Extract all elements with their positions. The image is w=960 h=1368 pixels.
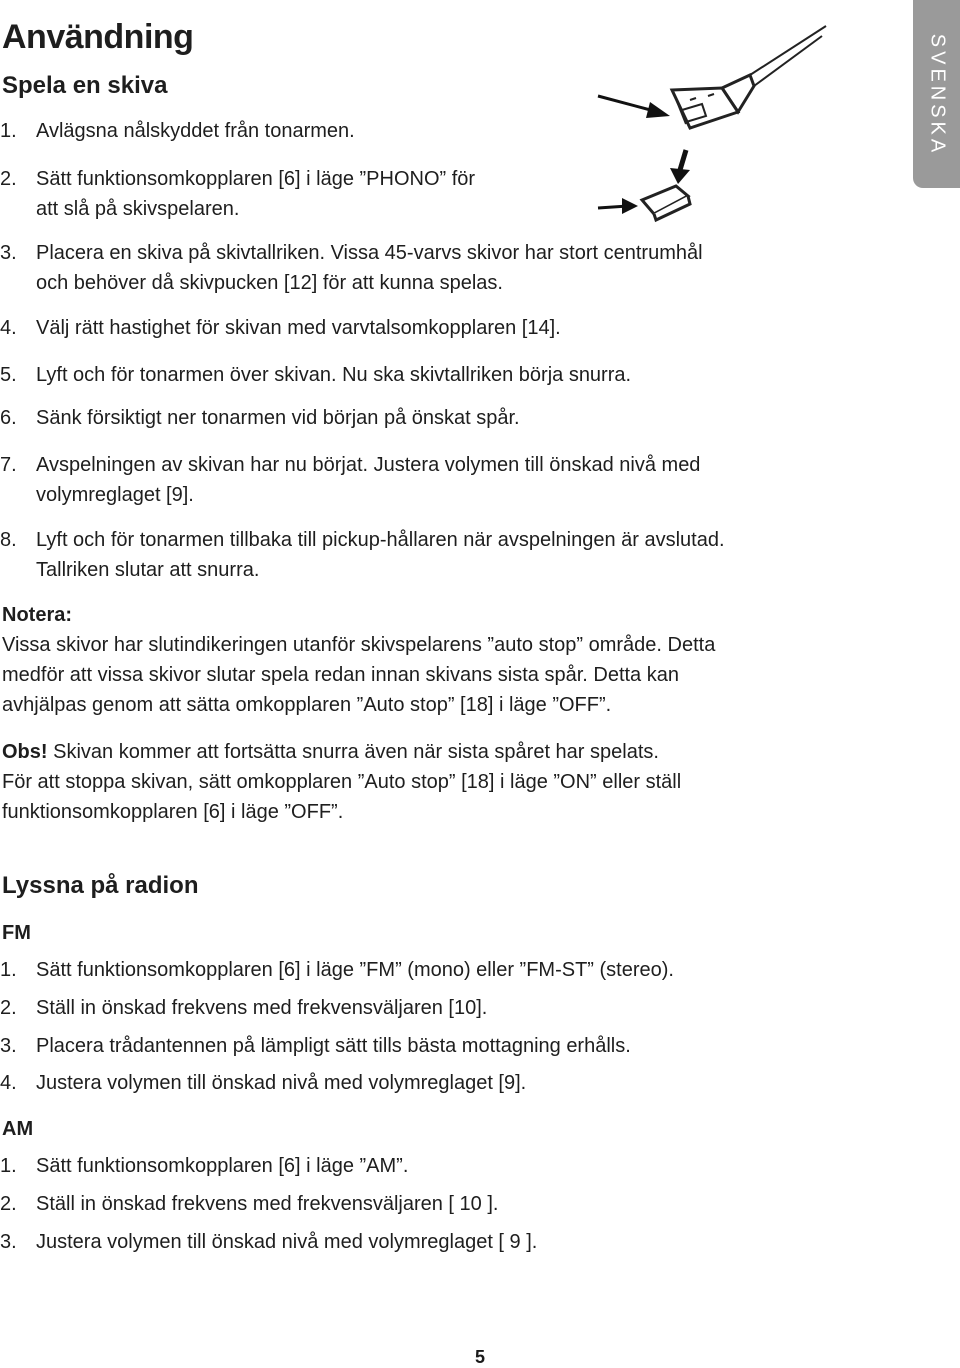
list-item — [0, 1031, 631, 1061]
step-text: Ställ in önskad frekvens med frekvensväljaren [10]. — [36, 997, 488, 1019]
step-number: 1. — [0, 1155, 17, 1177]
step-number: 4. — [0, 317, 17, 339]
list-item — [0, 403, 520, 433]
list-item — [0, 1151, 408, 1181]
list-item — [0, 238, 703, 268]
obs-label: Obs! — [2, 741, 48, 763]
am-label: AM — [2, 1118, 34, 1140]
step-number: 1. — [0, 120, 17, 142]
list-item — [0, 955, 674, 985]
step-text: Lyft och för tonarmen tillbaka till pickup-hållaren när avspelningen är avslutad. — [36, 529, 725, 551]
step-text-continued: och behöver då skivpucken [12] för att kunna spelas. — [36, 272, 503, 294]
list-item — [0, 450, 700, 480]
list-item — [0, 313, 561, 343]
step-number: 2. — [0, 168, 17, 190]
list-item — [0, 164, 475, 194]
list-item — [0, 1227, 537, 1257]
step-text: Avspelningen av skivan har nu börjat. Justera volymen till önskad nivå med — [36, 454, 701, 476]
page-number: 5 — [474, 1347, 485, 1367]
list-item — [0, 1068, 526, 1098]
obs-text: För att stoppa skivan, sätt omkopplaren ”Auto stop” [18] i läge ”ON” eller ställ — [2, 771, 682, 793]
step-number: 5. — [0, 364, 17, 386]
fm-label: FM — [2, 922, 31, 944]
step-text: Ställ in önskad frekvens med frekvensväljaren [ 10 ]. — [36, 1193, 499, 1215]
step-text: Sänk försiktigt ner tonarmen vid början på önskat spår. — [36, 407, 520, 429]
list-item — [0, 1189, 498, 1219]
obs-text: funktionsomkopplaren [6] i läge ”OFF”. — [2, 801, 344, 823]
step-number: 3. — [0, 1035, 17, 1057]
obs-paragraph — [2, 737, 659, 767]
step-number: 2. — [0, 997, 17, 1019]
step-text: Sätt funktionsomkopplaren [6] i läge ”FM” (mono) eller ”FM-ST” (stereo). — [36, 959, 674, 981]
list-item — [0, 525, 725, 555]
note-text: Vissa skivor har slutindikeringen utanför skivspelarens ”auto stop” område. Detta — [2, 634, 716, 656]
step-text-continued: volymreglaget [9]. — [36, 484, 194, 506]
step-number: 3. — [0, 242, 17, 264]
step-number: 3. — [0, 1231, 17, 1253]
note-label: Notera: — [2, 604, 73, 626]
step-number: 7. — [0, 454, 17, 476]
page-title: Användning — [2, 18, 194, 56]
list-item — [0, 360, 631, 390]
stylus-guard-removal-icon — [590, 20, 830, 225]
step-text: Justera volymen till önskad nivå med volymreglaget [9]. — [36, 1072, 527, 1094]
section-heading-play-record: Spela en skiva — [2, 72, 168, 99]
step-number: 4. — [0, 1072, 17, 1094]
step-number: 2. — [0, 1193, 17, 1215]
step-number: 6. — [0, 407, 17, 429]
step-number: 1. — [0, 959, 17, 981]
step-text: Sätt funktionsomkopplaren [6] i läge ”AM”. — [36, 1155, 409, 1177]
step-text: Lyft och för tonarmen över skivan. Nu ska skivtallriken börja snurra. — [36, 364, 632, 386]
list-item — [0, 993, 487, 1023]
language-tab-label: SVENSKA — [926, 33, 948, 157]
step-text: Sätt funktionsomkopplaren [6] i läge ”PHONO” för — [36, 168, 476, 190]
step-text: Placera en skiva på skivtallriken. Vissa 45-varvs skivor har stort centrumhål — [36, 242, 703, 264]
note-text: medför att vissa skivor slutar spela redan innan skivans sista spår. Detta kan — [2, 664, 679, 686]
section-heading-radio: Lyssna på radion — [2, 872, 199, 899]
step-text: Välj rätt hastighet för skivan med varvtalsomkopplaren [14]. — [36, 317, 561, 339]
step-text-continued: Tallriken slutar att snurra. — [36, 559, 260, 581]
list-item — [0, 116, 355, 146]
step-text-continued: att slå på skivspelaren. — [36, 198, 240, 220]
step-text: Justera volymen till önskad nivå med volymreglaget [ 9 ]. — [36, 1231, 538, 1253]
step-text: Avlägsna nålskyddet från tonarmen. — [36, 120, 355, 142]
language-tab — [913, 0, 960, 188]
note-text: avhjälpas genom att sätta omkopplaren ”Auto stop” [18] i läge ”OFF”. — [2, 694, 612, 716]
step-text: Placera trådantennen på lämpligt sätt tills bästa mottagning erhålls. — [36, 1035, 631, 1057]
step-number: 8. — [0, 529, 17, 551]
obs-text: Skivan kommer att fortsätta snurra även när sista spåret har spelats. — [47, 741, 659, 763]
